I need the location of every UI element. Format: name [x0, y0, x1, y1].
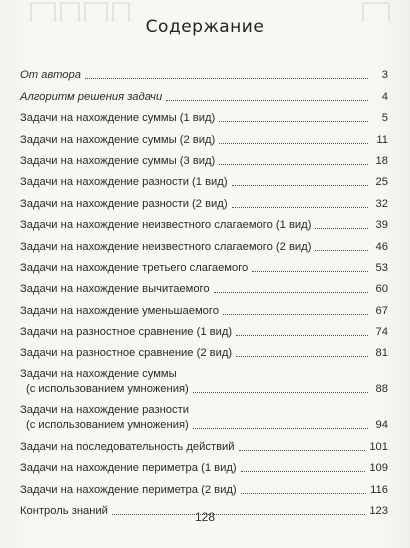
toc-entry-title — [20, 403, 189, 432]
toc-entry — [20, 360, 388, 396]
dot-leader — [232, 207, 368, 208]
table-of-contents — [20, 61, 388, 518]
dot-leader — [223, 314, 368, 315]
page-title: Содержание — [145, 17, 265, 37]
toc-entry-title: Задачи на нахождение неизвестного слагаемого (2 вид) — [20, 240, 312, 253]
toc-entry-page: 18 — [375, 154, 388, 167]
dot-leader — [241, 493, 367, 494]
toc-entry-title: Контроль знаний — [20, 505, 108, 518]
toc-entry-title: От автора — [20, 69, 81, 82]
dot-leader — [193, 428, 368, 429]
toc-entry-title: Задачи на нахождение периметра (2 вид) — [20, 483, 237, 496]
toc-entry-page: 67 — [375, 304, 388, 317]
toc-entry — [20, 396, 388, 432]
toc-entry-title: Задачи на разностное сравнение (2 вид) — [20, 347, 233, 360]
toc-entry — [20, 189, 388, 210]
toc-entry-page: 81 — [375, 347, 388, 360]
toc-entry — [20, 125, 388, 146]
toc-entry-title-line1: Задачи на нахождение суммы — [20, 368, 177, 381]
toc-entry-page: 60 — [375, 283, 388, 296]
dot-leader — [219, 143, 368, 144]
dot-leader — [236, 356, 368, 357]
toc-entry-title-line2: (с использованием умножения) — [26, 418, 189, 431]
dot-leader — [219, 164, 368, 165]
toc-entry — [20, 254, 388, 275]
toc-entry — [20, 475, 388, 496]
toc-entry-title: Задачи на нахождение суммы (1 вид) — [20, 112, 216, 125]
dot-leader — [252, 271, 368, 272]
toc-entry — [20, 339, 388, 360]
toc-entry-title-line1: Задачи на нахождение разности — [20, 404, 189, 417]
dot-leader — [166, 100, 368, 101]
toc-entry-page: 53 — [375, 261, 388, 274]
toc-entry — [20, 296, 388, 317]
toc-entry-page: 116 — [370, 483, 388, 496]
toc-entry-title — [20, 367, 189, 396]
toc-entry-page: 5 — [381, 112, 388, 125]
toc-entry-page: 46 — [375, 240, 388, 253]
toc-entry-title: Задачи на нахождение разности (2 вид) — [20, 197, 228, 210]
dot-leader — [239, 450, 366, 451]
toc-entry-page: 74 — [375, 326, 388, 339]
toc-entry-page: 4 — [381, 90, 388, 103]
toc-entry — [20, 318, 388, 339]
toc-entry-page: 123 — [369, 505, 388, 518]
toc-entry-page: 109 — [369, 462, 388, 475]
toc-entry — [20, 104, 388, 125]
toc-entry-page: 25 — [375, 176, 388, 189]
toc-entry-title: Задачи на нахождение суммы (3 вид) — [20, 154, 216, 167]
toc-entry-page: 11 — [376, 133, 388, 146]
toc-entry-title: Задачи на нахождение уменьшаемого — [20, 304, 219, 317]
toc-entry — [20, 211, 388, 232]
toc-entry-page: 94 — [375, 419, 388, 432]
dot-leader — [315, 250, 368, 251]
page-number: 128 — [194, 510, 216, 524]
dot-leader — [214, 292, 368, 293]
toc-entry — [20, 454, 388, 475]
toc-entry-title: Задачи на нахождение третьего слагаемого — [20, 261, 249, 274]
toc-entry — [20, 275, 388, 296]
toc-entry — [20, 82, 388, 103]
dot-leader — [315, 228, 368, 229]
dot-leader — [241, 471, 366, 472]
toc-entry — [20, 61, 388, 82]
toc-entry-page: 3 — [381, 69, 388, 82]
toc-entry-title: Задачи на нахождение вычитаемого — [20, 283, 210, 296]
toc-entry-page: 32 — [375, 197, 388, 210]
toc-entry-page: 101 — [369, 440, 388, 453]
dot-leader — [193, 392, 368, 393]
toc-entry — [20, 432, 388, 453]
toc-entry-title-line2: (с использованием умножения) — [26, 382, 189, 395]
toc-entry-title: Задачи на разностное сравнение (1 вид) — [20, 326, 233, 339]
toc-entry-page: 88 — [375, 383, 388, 396]
toc-entry-title: Алгоритм решения задачи — [20, 90, 163, 103]
toc-entry-title: Задачи на последовательность действий — [20, 440, 235, 453]
toc-entry-page: 39 — [375, 219, 388, 232]
dot-leader — [85, 78, 368, 79]
toc-entry — [20, 168, 388, 189]
toc-entry-title: Задачи на нахождение периметра (1 вид) — [20, 462, 237, 475]
toc-entry — [20, 232, 388, 253]
toc-entry — [20, 147, 388, 168]
toc-entry-title: Задачи на нахождение суммы (2 вид) — [20, 133, 216, 146]
dot-leader — [232, 185, 368, 186]
toc-entry-title: Задачи на нахождение разности (1 вид) — [20, 176, 228, 189]
toc-entry-title: Задачи на нахождение неизвестного слагаемого (1 вид) — [20, 219, 312, 232]
dot-leader — [219, 121, 368, 122]
dot-leader — [236, 335, 368, 336]
